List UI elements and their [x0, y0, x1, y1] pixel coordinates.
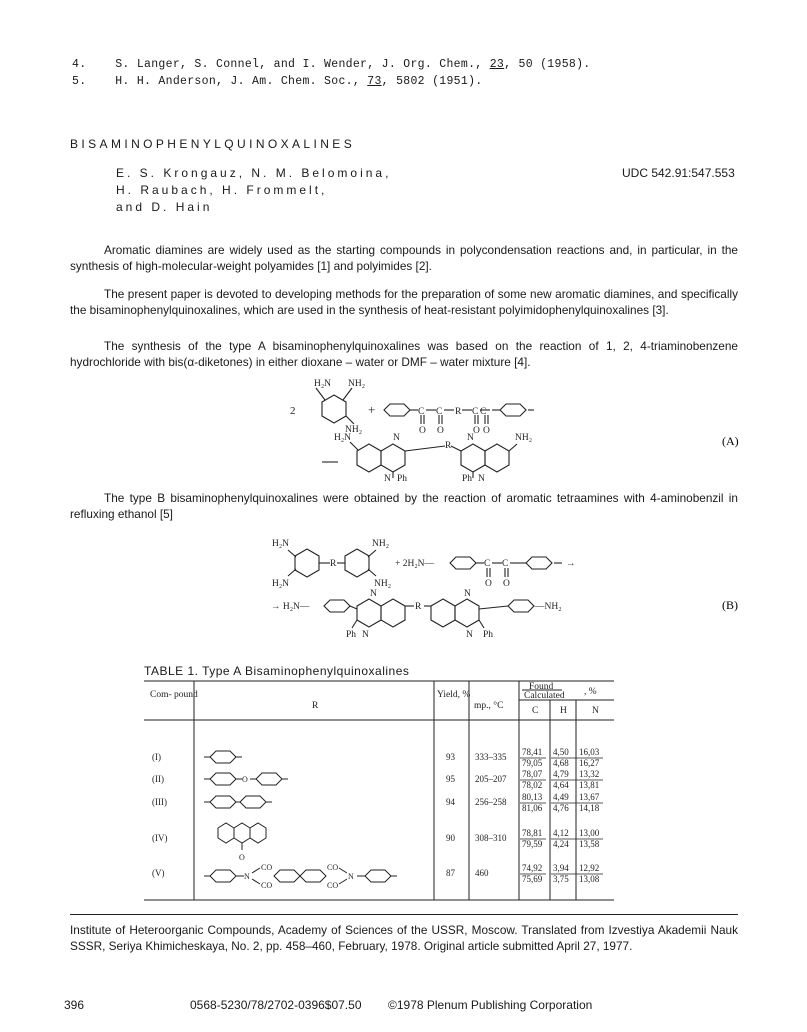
amine-label: H₂N [272, 539, 290, 549]
compound-id: (II) [152, 774, 164, 784]
calc-n: 13,08 [579, 874, 600, 884]
footer-affiliation: Institute of Heteroorganic Compounds, Academy of Sciences of the USSR, Moscow. Translated from Izvestiya Akademii Nauk SSSR, Seriya Khimicheskaya, No. 2, pp. 458–460, February, 1978. Original article submitted April 27, 1977. [70, 923, 738, 953]
author-line: E. S. Krongauz, N. M. Belomoina, [116, 166, 392, 180]
author-list [116, 165, 391, 216]
plus-sign: + [368, 402, 376, 417]
amine-label: NH₂ [515, 433, 533, 443]
paragraph-4: The type B bisaminophenylquinoxalines were obtained by the reaction of aromatic tetraamines with 4-aminobenzil in refluxing ethanol [5] [70, 491, 738, 521]
ref-volume: 23 [489, 58, 505, 71]
found-n: 13,00 [579, 828, 600, 838]
header-c: C [532, 706, 539, 716]
yield-value: 90 [446, 833, 455, 843]
oxygen-label: O [437, 426, 444, 436]
benzene-ring [240, 796, 266, 808]
page-number: 396 [64, 998, 85, 1012]
copyright: ©1978 Plenum Publishing Corporation [388, 998, 593, 1012]
benzene-ring [210, 796, 236, 808]
author-line: H. Raubach, H. Frommelt, [116, 183, 328, 197]
calc-c: 79,59 [522, 839, 543, 849]
quinoxaline-ring [381, 444, 405, 472]
paragraph-2: The present paper is devoted to developing methods for the preparation of some new aromatic diamines, and specifically the bisaminophenylquinoxalines, which are used in the synthesis of heat-resistant polyimidophenylquinoxalines [3]. [70, 287, 738, 317]
header-compound-text: Com- pound [150, 690, 198, 700]
reference-4 [72, 58, 591, 71]
r-group: R [330, 559, 337, 569]
benzene-ring [485, 444, 509, 472]
nitrogen-label: N [370, 589, 377, 599]
found-n: 16,03 [579, 747, 600, 757]
calc-n: 13,58 [579, 839, 600, 849]
benzene-ring [384, 404, 410, 416]
found-c: 78,81 [522, 828, 543, 838]
benzene-ring [250, 823, 266, 843]
found-n: 12,92 [579, 863, 600, 873]
benzene-ring [324, 600, 350, 612]
ref-text: H. H. Anderson, J. Am. Chem. Soc., [115, 75, 368, 88]
found-h: 3,94 [553, 863, 569, 873]
found-c: 78,41 [522, 747, 543, 757]
calc-c: 81,06 [522, 803, 543, 813]
amine-end-label: → H₂N— [271, 602, 310, 612]
mp-value: 460 [475, 868, 489, 878]
found-h: 4,12 [553, 828, 569, 838]
ref-text: S. Langer, S. Connel, and I. Wender, J. Org. Chem., [115, 58, 490, 71]
benzene-ring [210, 870, 236, 882]
reagent-label: + 2H₂N— [395, 559, 435, 569]
calc-c: 79,05 [522, 758, 543, 768]
benzene-ring [431, 599, 455, 627]
carbonyl-label: CO [327, 863, 339, 872]
yield-value: 94 [446, 797, 455, 807]
reaction-scheme-a [0, 374, 807, 484]
amine-label: NH₂ [374, 579, 392, 589]
mp-value: 205–207 [475, 774, 507, 784]
calc-n: 13,81 [579, 780, 600, 790]
amine-end-label: —NH₂ [535, 602, 562, 612]
yield-value: 87 [446, 868, 455, 878]
header-percent: , % [584, 687, 597, 697]
header-calculated: Calculated [524, 691, 565, 701]
amine-label: H₂N [334, 433, 352, 443]
benzene-ring [218, 823, 234, 843]
amine-label: NH₂ [348, 379, 366, 389]
compound-id: (III) [152, 797, 167, 807]
quinoxaline-ring [357, 599, 381, 627]
oxygen-label: O [485, 579, 492, 589]
amine-label: H₂N [272, 579, 290, 589]
oxygen-label: O [473, 426, 480, 436]
r-group: R [415, 602, 422, 612]
scheme-label-b: (B) [722, 598, 738, 612]
calc-h: 3,75 [553, 874, 569, 884]
nitrogen-label: N [362, 630, 369, 640]
yield-value: 95 [446, 774, 455, 784]
nitrogen-label: N [466, 630, 473, 640]
oxygen-label: O [483, 426, 490, 436]
calc-n: 14,18 [579, 803, 600, 813]
found-h: 4,49 [553, 792, 569, 802]
benzene-ring [500, 404, 526, 416]
ref-volume: 73 [367, 75, 382, 88]
benzene-ring [210, 773, 236, 785]
scheme-label-a: (A) [722, 434, 739, 448]
carbon-label: C [418, 407, 425, 417]
oxygen-label: O [242, 775, 248, 784]
oxygen-label: O [419, 426, 426, 436]
nitrogen-label: N [384, 474, 391, 484]
found-c: 80,13 [522, 792, 543, 802]
benzene-ring [210, 751, 236, 763]
benzene-ring [450, 557, 476, 569]
benzene-ring [345, 549, 369, 577]
mp-value: 256–258 [475, 797, 507, 807]
found-n: 13,32 [579, 769, 600, 779]
footer-rule [70, 914, 738, 915]
phenyl-label: Ph [397, 474, 408, 484]
carbon-label: C [502, 559, 509, 569]
benzene-ring [256, 773, 282, 785]
ref-text-end: , 5802 (1951). [381, 75, 483, 88]
ref-text-end: , 50 (1958). [504, 58, 591, 71]
calc-c: 78,02 [522, 780, 543, 790]
quinoxaline-ring [461, 444, 485, 472]
nitrogen-label: N [244, 872, 250, 881]
oxygen-label: O [503, 579, 510, 589]
mp-value: 333–335 [475, 752, 507, 762]
calc-h: 4,24 [553, 839, 569, 849]
benzene-ring [381, 599, 405, 627]
r-group: R [445, 441, 452, 451]
header-r: R [312, 701, 319, 711]
phenyl-label: Ph [462, 474, 473, 484]
benzene-ring [365, 870, 391, 882]
benzene-ring [508, 600, 534, 612]
found-n: 13,67 [579, 792, 600, 802]
table-caption: TABLE 1. Type A Bisaminophenylquinoxalines [144, 664, 410, 678]
yield-value: 93 [446, 752, 455, 762]
calc-h: 4,68 [553, 758, 569, 768]
header-n: N [592, 706, 599, 716]
carbon-label: C [484, 559, 491, 569]
benzene-ring [526, 557, 552, 569]
calc-h: 4,76 [553, 803, 569, 813]
compound-id: (V) [152, 868, 165, 878]
carbonyl-label: CO [327, 881, 339, 890]
ref-number: 4. [72, 58, 87, 71]
carbon-label: C [436, 407, 443, 417]
amine-label: NH₂ [345, 425, 363, 435]
found-h: 4,50 [553, 747, 569, 757]
benzene-ring [300, 870, 326, 882]
quinoxaline-ring [455, 599, 479, 627]
benzene-ring [295, 549, 319, 577]
udc-code: UDC 542.91:547.553 [622, 166, 735, 180]
benzene-ring [322, 395, 346, 423]
header-mp: mp., °C [474, 701, 504, 711]
r-group: R [455, 407, 462, 417]
reference-5 [72, 75, 483, 88]
coefficient: 2 [290, 405, 296, 417]
nitrogen-label: N [393, 433, 400, 443]
phenyl-label: Ph [346, 630, 357, 640]
data-table [144, 680, 614, 902]
compound-id: (I) [152, 752, 161, 762]
oxygen-label: O [239, 853, 245, 862]
calc-n: 16,27 [579, 758, 600, 768]
header-found: Found [529, 682, 554, 692]
document-code: 0568-5230/78/2702-0396$07.50 [190, 998, 362, 1012]
amine-label: H₂N [314, 379, 332, 389]
amine-label: NH₂ [372, 539, 390, 549]
header-h: H [560, 706, 567, 716]
found-c: 78,07 [522, 769, 543, 779]
paragraph-3: The synthesis of the type A bisaminophenylquinoxalines was based on the reaction of 1, 2, 4-triaminobenzene hydrochloride with bis(α-diketones) in either dioxane – water or DMF – water mixture [4]. [70, 339, 738, 369]
ref-number: 5. [72, 75, 87, 88]
mp-value: 308–310 [475, 833, 507, 843]
carbon-label: C [472, 407, 479, 417]
article-title: BISAMINOPHENYLQUINOXALINES [70, 137, 356, 151]
benzene-ring [357, 444, 381, 472]
calc-h: 4,64 [553, 780, 569, 790]
paragraph-1: Aromatic diamines are widely used as the starting compounds in polycondensation reactions and, in particular, in the synthesis of high-molecular-weight polyamides [1] and polyimides [2]. [70, 243, 738, 273]
carbonyl-label: CO [261, 881, 273, 890]
nitrogen-label: N [467, 433, 474, 443]
benzene-ring [234, 823, 250, 843]
found-h: 4,79 [553, 769, 569, 779]
carbon-label: C [480, 407, 487, 417]
found-c: 74,92 [522, 863, 543, 873]
calc-c: 75,69 [522, 874, 543, 884]
nitrogen-label: N [464, 589, 471, 599]
phenyl-label: Ph [483, 630, 494, 640]
reaction-scheme-b [0, 528, 807, 648]
author-line: and D. Hain [116, 200, 213, 214]
compound-id: (IV) [152, 833, 168, 843]
header-yield: Yield, % [437, 690, 471, 700]
nitrogen-label: N [348, 872, 354, 881]
arrow: → [566, 559, 576, 569]
header-compound [150, 690, 198, 700]
carbonyl-label: CO [261, 863, 273, 872]
nitrogen-label: N [478, 474, 485, 484]
benzene-ring [274, 870, 300, 882]
